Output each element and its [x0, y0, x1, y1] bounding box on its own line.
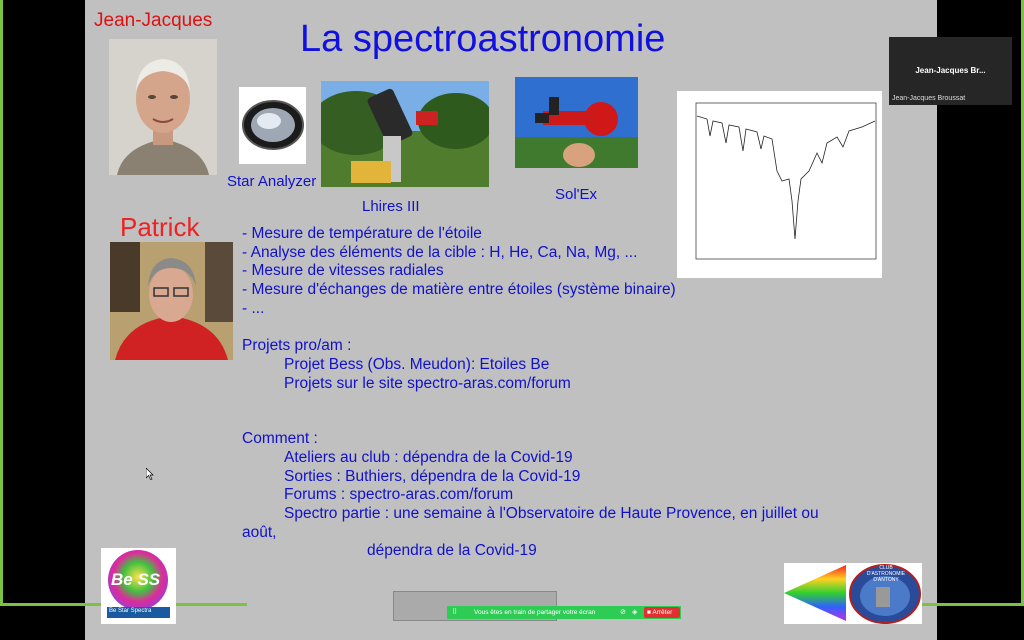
club-logo-text: CLUB D'ASTRONOMIE D'ANTONY — [866, 565, 906, 583]
link-icon[interactable]: ⊘ — [620, 609, 626, 616]
slide-title: La spectroastronomie — [300, 18, 666, 60]
drag-handle-icon[interactable]: ⠿ — [452, 609, 458, 616]
list-item: - Mesure de température de l'étoile — [242, 225, 482, 242]
participant-subname: Jean-Jacques Broussat — [892, 95, 966, 102]
bess-logo — [101, 548, 176, 624]
share-status-text: Vous êtes en train de partager votre écran — [474, 609, 596, 616]
caption-lhires: Lhires III — [362, 198, 420, 215]
portrait-patrick — [110, 242, 233, 360]
share-border-bottom-right — [912, 603, 1024, 606]
comment-continuation: août, — [242, 524, 277, 541]
measurements-list — [242, 225, 676, 319]
caption-star-analyzer: Star Analyzer — [227, 173, 317, 190]
lhires-photo — [321, 81, 489, 187]
club-logo — [784, 563, 922, 624]
projects-heading: Projets pro/am : — [242, 337, 352, 354]
bess-logo-main: Be SS — [111, 570, 161, 589]
vega-spectrum-image — [677, 91, 882, 278]
participant-name: Jean-Jacques Br... — [915, 66, 986, 75]
list-item: Spectro partie : une semaine à l'Observatoire de Haute Provence, en juillet ou — [284, 505, 819, 523]
participant-video-tile[interactable] — [889, 37, 1012, 105]
caption-solex: Sol'Ex — [555, 186, 598, 203]
comments-list — [284, 449, 819, 524]
list-item: Projet Bess (Obs. Meudon): Etoiles Be — [284, 356, 550, 373]
list-item: Sorties : Buthiers, dépendra de la Covid-19 — [284, 467, 581, 485]
comment-heading: Comment : — [242, 430, 318, 447]
projects-list — [284, 356, 571, 393]
stop-icon: ■ — [647, 609, 651, 616]
comment-covid-note: dépendra de la Covid-19 — [367, 542, 537, 559]
presenter-name-patrick: Patrick — [120, 212, 200, 242]
list-item: - Analyse des éléments de la cible : H, He, Ca, Na, Mg, ... — [242, 243, 638, 261]
portrait-jean-jacques — [109, 39, 217, 175]
list-item: - Mesure de vitesses radiales — [242, 262, 444, 280]
list-item: Ateliers au club : dépendra de la Covid-19 — [284, 449, 573, 466]
list-item: - Mesure d'échanges de matière entre étoiles (système binaire) — [242, 281, 676, 299]
list-item: Projets sur le site spectro-aras.com/forum — [284, 374, 571, 392]
stop-share-button[interactable] — [644, 607, 680, 618]
stop-share-label: Arrêter — [652, 609, 673, 616]
list-item: Forums : spectro-aras.com/forum — [284, 486, 514, 504]
list-item: - ... — [242, 299, 265, 317]
bess-logo-sub: Be Star Spectra — [109, 608, 152, 614]
presenter-name-jean-jacques: Jean-Jacques — [94, 10, 213, 31]
star-analyzer-photo — [239, 87, 306, 164]
solex-photo — [515, 77, 638, 168]
shield-icon[interactable]: ◈ — [632, 609, 638, 616]
share-border-left — [0, 0, 3, 606]
mouse-cursor-icon — [146, 468, 154, 480]
